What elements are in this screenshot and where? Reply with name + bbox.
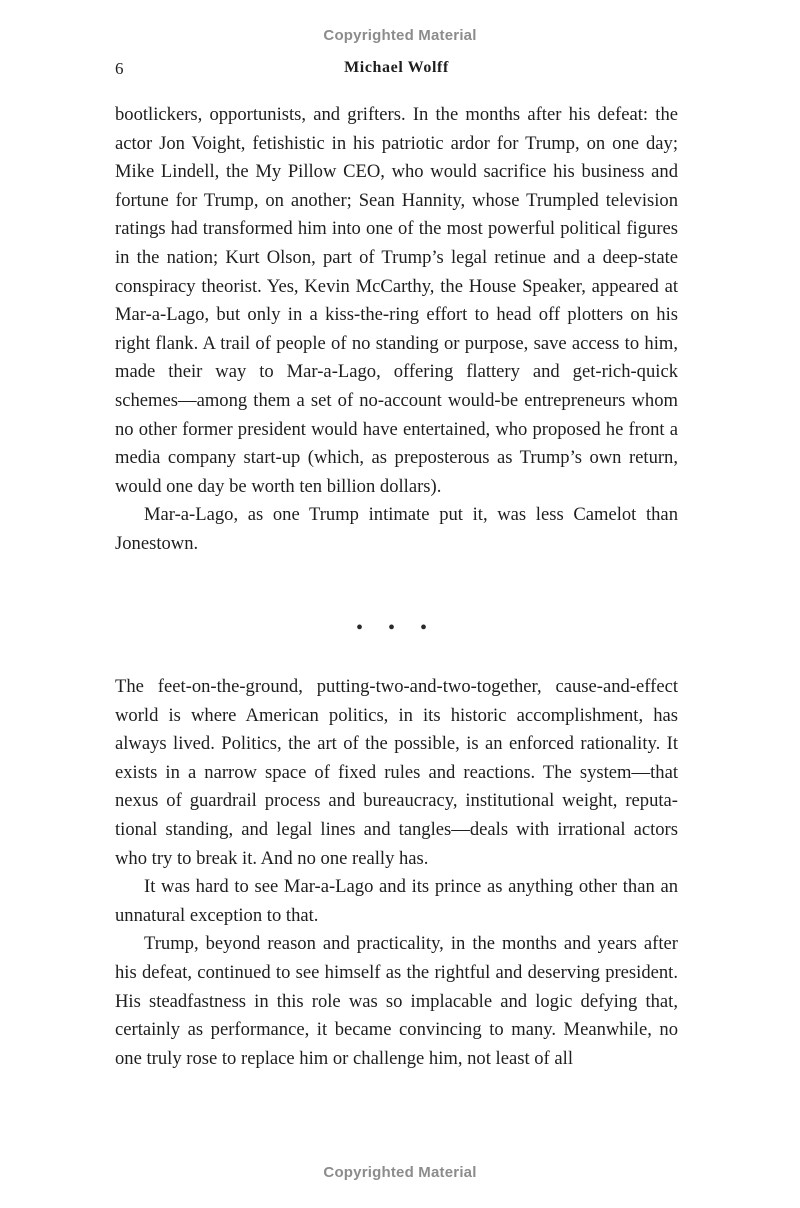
paragraph: bootlickers, opportunists, and grifters. In the months after his defeat: the actor Jon Voight, fetishistic in his patriotic ardor for Trump, on one day; Mike Lindell, the My Pillow CEO, who would sacrifice his business and fortune for Trump, on another; Sean Hannity, whose Trumpled television ratings had transformed him into one of the most powerful political figures in the nation; Kurt Olson, part of Trump’s legal retinue and a deep-state conspiracy theorist. Yes, Kevin McCarthy, the House Speaker, appeared at Mar-a-Lago, but only in a kiss-the-ring effort to head off plotters on his right flank. A trail of people of no standing or purpose, save access to him, made their way to Mar-a-Lago, offering flattery and get-rich-quick schemes—among them a set of no-account would-be entrepreneurs whom no other former president would have entertained, who proposed he front a media company start-up (which, as preposterous as Trump’s own return, would one day be worth ten billion dollars). (115, 104, 678, 497)
running-head-author: Michael Wolff (344, 59, 449, 76)
section-break-ornament: • • • (355, 617, 437, 639)
paragraph: Trump, beyond reason and practicality, in the months and years after his defeat, continued to see himself as the rightful and deserving president. His steadfastness in this role was so implacable and logic defying that, certainly as performance, it became convincing to many. Meanwhile, no one truly rose to replace him or challenge him, not least of all (115, 933, 678, 1069)
running-head (115, 59, 678, 81)
paragraph: Mar-a-Lago, as one Trump intimate put it, was less Camelot than Jonestown. (115, 504, 678, 554)
section-1-text (115, 101, 678, 559)
section-2-text (115, 673, 678, 1073)
paragraph: It was hard to see Mar-a-Lago and its prince as anything other than an unnatural exception to that. (115, 876, 678, 926)
copyright-watermark-bottom: Copyrighted Material (323, 1164, 477, 1181)
page-number: 6 (115, 59, 124, 78)
paragraph: The feet-on-the-ground, putting-two-and-two-together, cause-and-effect world is where American politics, in its historic accomplishment, has always lived. Politics, the art of the possible, is an enforced rationality. It exists in a narrow space of fixed rules and reactions. The system—that nexus of guardrail process and bureaucracy, institutional weight, reputational standing, and legal lines and tangles—deals with irrational actors who try to break it. And no one really has. (115, 676, 678, 869)
copyright-watermark-top: Copyrighted Material (323, 27, 477, 44)
